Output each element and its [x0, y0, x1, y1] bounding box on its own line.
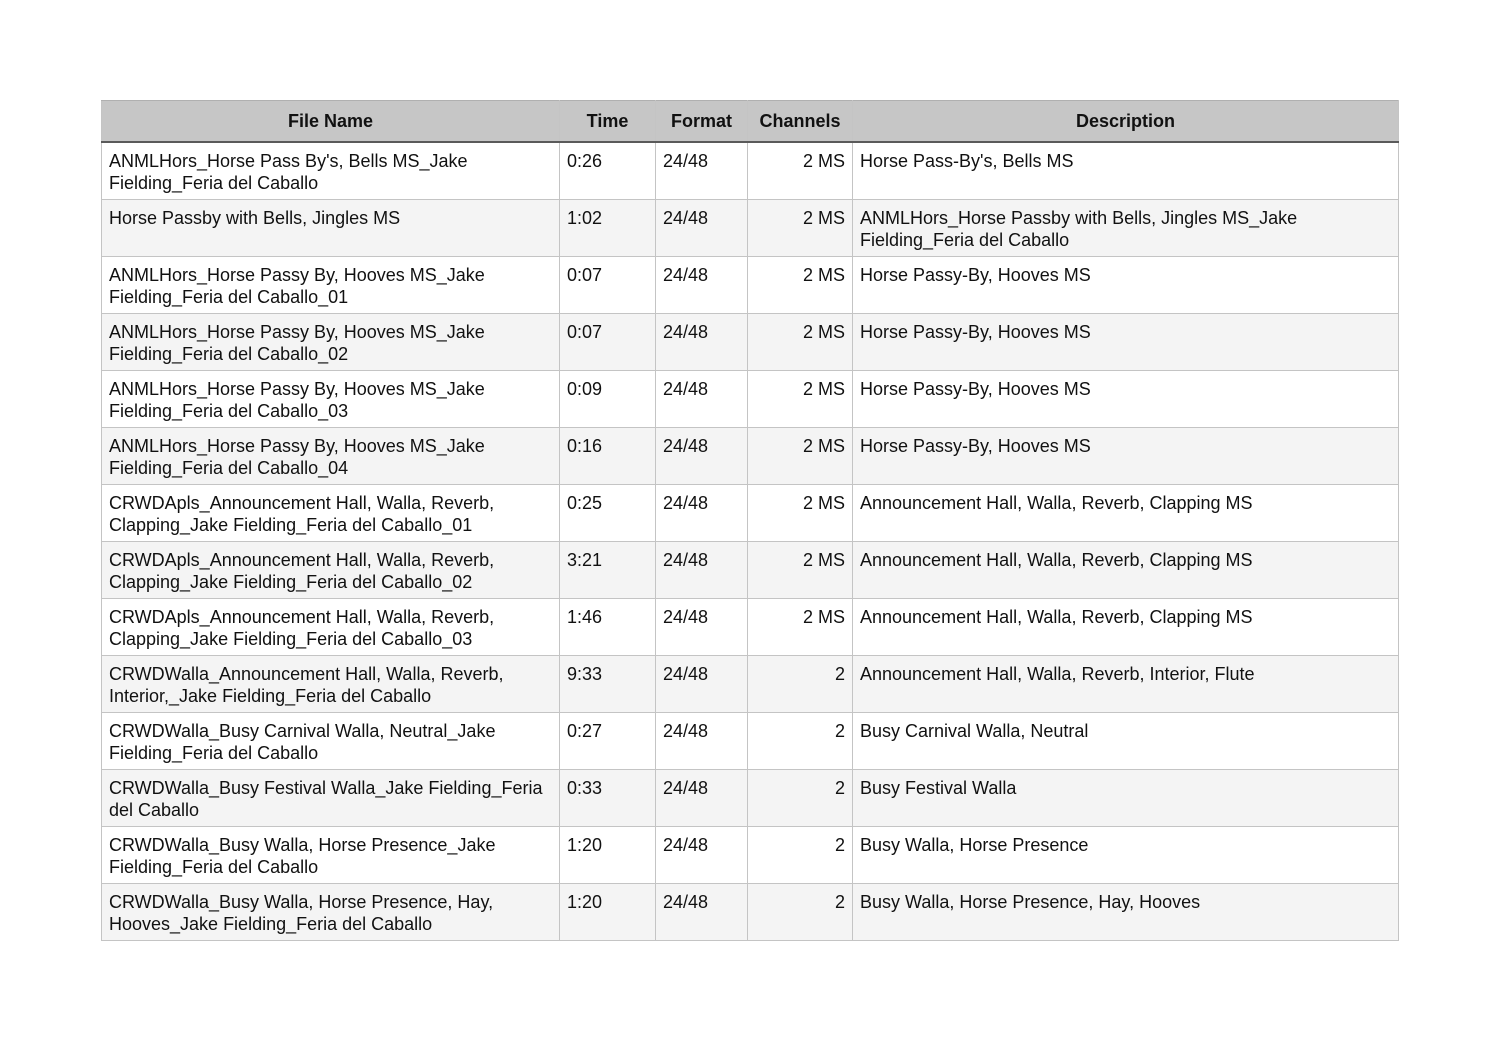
cell-description: Horse Passy-By, Hooves MS [853, 427, 1399, 484]
cell-channels: 2 MS [748, 142, 853, 199]
cell-format: 24/48 [656, 484, 748, 541]
cell-description: Announcement Hall, Walla, Reverb, Interior, Flute [853, 655, 1399, 712]
cell-time: 9:33 [560, 655, 656, 712]
cell-format: 24/48 [656, 256, 748, 313]
table-row [102, 142, 1399, 199]
cell-file-name: ANMLHors_Horse Pass By's, Bells MS_Jake Fielding_Feria del Caballo [102, 142, 560, 199]
sound-file-table [101, 100, 1399, 941]
cell-channels: 2 MS [748, 598, 853, 655]
cell-time: 0:07 [560, 313, 656, 370]
cell-channels: 2 MS [748, 256, 853, 313]
cell-file-name: CRWDWalla_Busy Walla, Horse Presence_Jake Fielding_Feria del Caballo [102, 826, 560, 883]
cell-format: 24/48 [656, 712, 748, 769]
cell-file-name: ANMLHors_Horse Passy By, Hooves MS_Jake Fielding_Feria del Caballo_02 [102, 313, 560, 370]
table-header [102, 101, 1399, 143]
cell-time: 0:33 [560, 769, 656, 826]
cell-channels: 2 [748, 769, 853, 826]
table-row [102, 313, 1399, 370]
cell-channels: 2 [748, 883, 853, 940]
cell-file-name: CRWDApls_Announcement Hall, Walla, Reverb, Clapping_Jake Fielding_Feria del Caballo_01 [102, 484, 560, 541]
table-row [102, 655, 1399, 712]
cell-description: Busy Walla, Horse Presence, Hay, Hooves [853, 883, 1399, 940]
cell-file-name: CRWDWalla_Busy Festival Walla_Jake Fielding_Feria del Caballo [102, 769, 560, 826]
cell-file-name: ANMLHors_Horse Passy By, Hooves MS_Jake Fielding_Feria del Caballo_01 [102, 256, 560, 313]
cell-description: Announcement Hall, Walla, Reverb, Clapping MS [853, 541, 1399, 598]
cell-time: 1:20 [560, 826, 656, 883]
cell-description: Horse Passy-By, Hooves MS [853, 313, 1399, 370]
table-body [102, 142, 1399, 940]
cell-time: 1:02 [560, 199, 656, 256]
header-description: Description [853, 101, 1399, 143]
cell-time: 0:09 [560, 370, 656, 427]
cell-format: 24/48 [656, 826, 748, 883]
cell-time: 0:26 [560, 142, 656, 199]
cell-time: 0:25 [560, 484, 656, 541]
cell-file-name: Horse Passby with Bells, Jingles MS [102, 199, 560, 256]
cell-time: 1:46 [560, 598, 656, 655]
cell-time: 0:07 [560, 256, 656, 313]
cell-channels: 2 MS [748, 427, 853, 484]
cell-channels: 2 [748, 826, 853, 883]
cell-description: Busy Walla, Horse Presence [853, 826, 1399, 883]
header-time: Time [560, 101, 656, 143]
cell-description: Horse Passy-By, Hooves MS [853, 370, 1399, 427]
table-row [102, 541, 1399, 598]
cell-format: 24/48 [656, 313, 748, 370]
cell-file-name: CRWDApls_Announcement Hall, Walla, Reverb, Clapping_Jake Fielding_Feria del Caballo_02 [102, 541, 560, 598]
cell-time: 0:16 [560, 427, 656, 484]
table-row [102, 199, 1399, 256]
cell-format: 24/48 [656, 199, 748, 256]
cell-time: 1:20 [560, 883, 656, 940]
table-row [102, 427, 1399, 484]
table-row [102, 826, 1399, 883]
cell-description: Busy Festival Walla [853, 769, 1399, 826]
header-row [102, 101, 1399, 143]
cell-format: 24/48 [656, 655, 748, 712]
header-format: Format [656, 101, 748, 143]
cell-channels: 2 MS [748, 370, 853, 427]
table-row [102, 370, 1399, 427]
cell-format: 24/48 [656, 883, 748, 940]
cell-time: 3:21 [560, 541, 656, 598]
table-row [102, 712, 1399, 769]
cell-format: 24/48 [656, 598, 748, 655]
cell-file-name: CRWDWalla_Announcement Hall, Walla, Reverb, Interior,_Jake Fielding_Feria del Caballo [102, 655, 560, 712]
cell-channels: 2 MS [748, 199, 853, 256]
table-row [102, 883, 1399, 940]
cell-format: 24/48 [656, 142, 748, 199]
cell-format: 24/48 [656, 769, 748, 826]
cell-channels: 2 MS [748, 313, 853, 370]
cell-file-name: ANMLHors_Horse Passy By, Hooves MS_Jake Fielding_Feria del Caballo_04 [102, 427, 560, 484]
table-row [102, 598, 1399, 655]
cell-channels: 2 MS [748, 541, 853, 598]
cell-file-name: CRWDWalla_Busy Walla, Horse Presence, Hay, Hooves_Jake Fielding_Feria del Caballo [102, 883, 560, 940]
cell-description: Horse Pass-By's, Bells MS [853, 142, 1399, 199]
cell-description: Announcement Hall, Walla, Reverb, Clapping MS [853, 598, 1399, 655]
header-channels: Channels [748, 101, 853, 143]
cell-description: ANMLHors_Horse Passby with Bells, Jingles MS_Jake Fielding_Feria del Caballo [853, 199, 1399, 256]
cell-file-name: CRWDWalla_Busy Carnival Walla, Neutral_Jake Fielding_Feria del Caballo [102, 712, 560, 769]
cell-file-name: CRWDApls_Announcement Hall, Walla, Reverb, Clapping_Jake Fielding_Feria del Caballo_03 [102, 598, 560, 655]
cell-format: 24/48 [656, 427, 748, 484]
table-row [102, 484, 1399, 541]
cell-channels: 2 [748, 712, 853, 769]
cell-time: 0:27 [560, 712, 656, 769]
cell-channels: 2 MS [748, 484, 853, 541]
table-row [102, 256, 1399, 313]
table-row [102, 769, 1399, 826]
cell-description: Announcement Hall, Walla, Reverb, Clapping MS [853, 484, 1399, 541]
cell-format: 24/48 [656, 370, 748, 427]
cell-file-name: ANMLHors_Horse Passy By, Hooves MS_Jake Fielding_Feria del Caballo_03 [102, 370, 560, 427]
cell-description: Busy Carnival Walla, Neutral [853, 712, 1399, 769]
cell-channels: 2 [748, 655, 853, 712]
cell-description: Horse Passy-By, Hooves MS [853, 256, 1399, 313]
header-file-name: File Name [102, 101, 560, 143]
cell-format: 24/48 [656, 541, 748, 598]
